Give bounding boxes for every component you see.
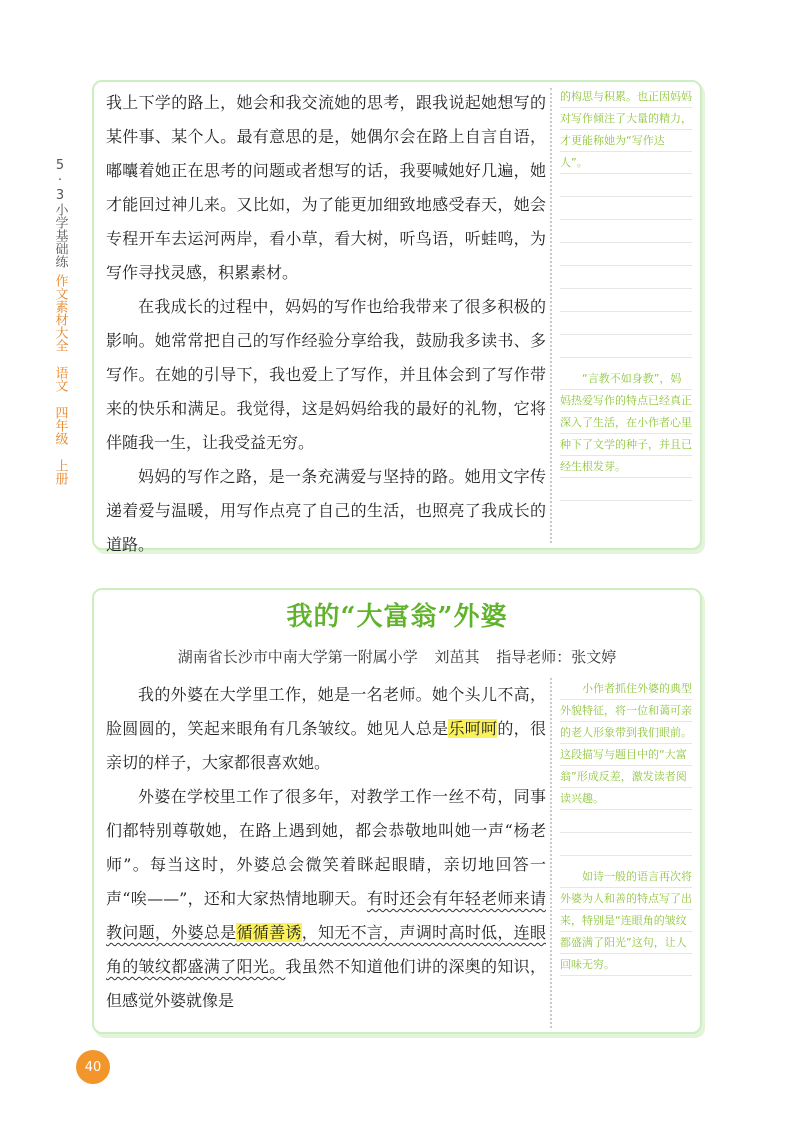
text-run: 有时还会有年轻老师来请教问题，外婆总是 xyxy=(106,889,546,942)
article-title: 我的“大富翁”外婆 xyxy=(286,602,508,632)
article-byline: 湖南省长沙市中南大学第一附属小学 刘茁其 指导老师：张文婷 xyxy=(177,648,617,666)
text-run: 的，很亲切的样子，大家都很喜欢她。 xyxy=(106,719,546,772)
annotation-note: 的构思与积累。也正因妈妈对写作倾注了大量的精力，才更能称她为“写作达人”。 xyxy=(560,86,692,174)
grade-label: 四年级 xyxy=(52,406,68,445)
note-line xyxy=(560,220,692,243)
text-run: 外婆在学校里工作了很多年，对教学工作一丝不苟，同事们都特别尊敬她，在路上遇到她，都会恭敬地叫她一声“杨老师”。每当这时，外婆总会微笑着眯起眼睛，亲切地回答一声“唉——”，还和大家热情地聊天。 xyxy=(106,787,546,908)
article-body xyxy=(106,86,546,562)
series-brand: 5·3小学基础练 xyxy=(52,158,68,268)
paragraph xyxy=(106,780,546,1018)
highlighted-phrase: 乐呵呵 xyxy=(448,719,498,738)
text-run: 我的外婆在大学里工作，她是一名老师。她个头儿不高，脸圆圆的，笑起来眼角有几条皱纹。她见人总是 xyxy=(106,685,546,738)
page-number: 40 xyxy=(76,1050,110,1084)
paragraph: 在我成长的过程中，妈妈的写作也给我带来了很多积极的影响。她常常把自己的写作经验分享给我，鼓励我多读书、多写作。在她的引导下，我也爱上了写作，并且体会到了写作带来的快乐和满足。我觉得，这是妈妈给我的最好的礼物，它将伴随我一生，让我受益无穷。 xyxy=(106,297,546,452)
note-line xyxy=(560,243,692,266)
note-line xyxy=(560,174,692,197)
book-title: 作文素材大全 xyxy=(52,274,68,352)
note-line xyxy=(560,335,692,358)
note-line xyxy=(560,289,692,312)
paragraph: 我上下学的路上，她会和我交流她的思考，跟我说起她想写的某件事、某个人。最有意思的是，她偶尔会在路上自言自语，嘟囔着她正在思考的问题或者想写的话，我要喊她好几遍，她才能回过神儿来。又比如，为了能更加细致地感受春天，她会专程开车去运河两岸，看小草，看大树，听鸟语，听蛙鸣，为写作寻找灵感，积累素材。 xyxy=(106,93,546,282)
annotation-note: 如诗一般的语言再次将外婆为人和善的特点写了出来，特别是“连眼角的皱纹都盛满了阳光”这句，让人回味无穷。 xyxy=(560,866,692,976)
annotation-column xyxy=(560,86,692,501)
note-line xyxy=(560,197,692,220)
article-body xyxy=(106,678,546,1018)
text-run: ，知无不言，声调时高时低，连眼角的皱纹都盛满了阳光。 xyxy=(106,923,546,976)
note-line xyxy=(560,266,692,289)
paragraph: 妈妈的写作之路，是一条充满爱与坚持的路。她用文字传递着爱与温暖，用写作点亮了自己的生活，也照亮了我成长的道路。 xyxy=(106,467,546,554)
article-card-continued xyxy=(92,80,702,554)
annotation-note: 小作者抓住外婆的典型外貌特征，将一位和蔼可亲的老人形象带到我们眼前。这段描写与题目中的“大富翁”形成反差，激发读者阅读兴趣。 xyxy=(560,678,692,810)
note-line xyxy=(560,810,692,833)
paragraph xyxy=(106,678,546,780)
highlighted-phrase: 循循善诱 xyxy=(236,923,302,942)
annotation-note: “言教不如身教”，妈妈热爱写作的特点已经真正深入了生活，在小作者心里种下了文学的种子，并且已经生根发芽。 xyxy=(560,368,692,478)
note-line xyxy=(560,312,692,335)
column-divider xyxy=(550,88,552,543)
article-card xyxy=(92,588,702,1034)
note-line xyxy=(560,478,692,501)
volume-label: 上册 xyxy=(52,459,68,485)
note-line xyxy=(560,833,692,856)
text-run: 我虽然不知道他们讲的深奥的知识，但感觉外婆就像是 xyxy=(106,957,546,1010)
subject-label: 语文 xyxy=(52,366,68,392)
annotation-column xyxy=(560,678,692,976)
column-divider xyxy=(550,678,552,1028)
sidebar-title xyxy=(48,158,72,485)
